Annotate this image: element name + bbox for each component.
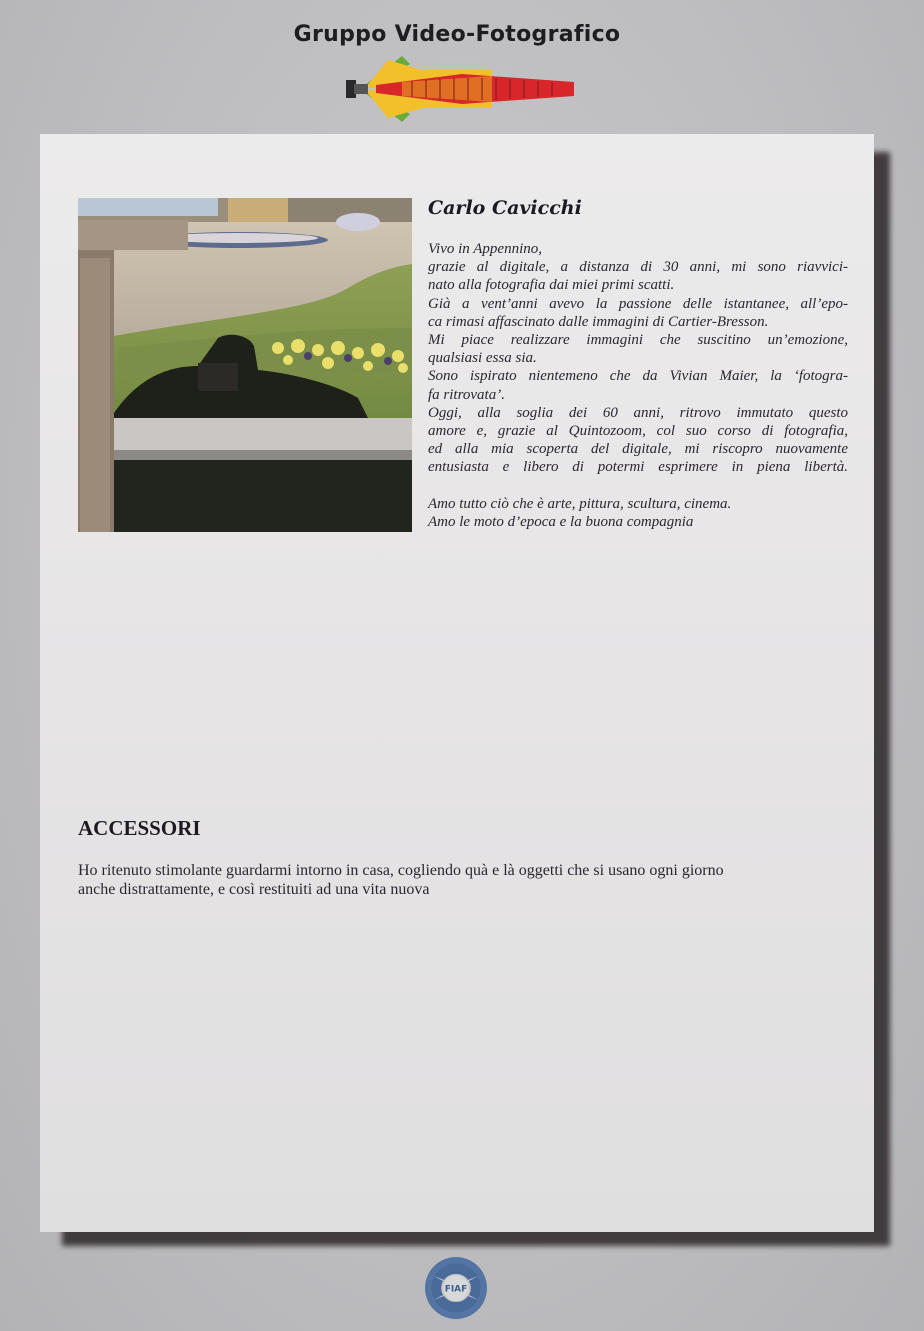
camera-zoom-logo (342, 54, 578, 124)
author-name: Carlo Cavicchi (428, 197, 582, 219)
section-line: anche distrattamente, e così restituiti ad una vita nuova (78, 881, 430, 898)
bio-card (40, 134, 874, 1232)
bio-line: amore e, grazie al Quintozoom, col suo corso di fotografia, (428, 423, 848, 440)
bio-spacer (428, 477, 848, 495)
section-title: ACCESSORI (78, 816, 201, 840)
bio-line: ed alla mia scoperta del digitale, mi riscopro nuovamente (428, 441, 848, 458)
section-line: Ho ritenuto stimolante guardarmi intorno in casa, cogliendo quà e là oggetti che si usano ogni giorno (78, 862, 724, 879)
bio-line: grazie al digitale, a distanza di 30 anni, mi sono riavvici- (428, 259, 848, 276)
bio-line: Vivo in Appennino, (428, 241, 543, 257)
bio-line: qualsiasi essa sia. (428, 350, 537, 367)
bio-line: Oggi, alla soglia dei 60 anni, ritrovo immutato questo (428, 404, 848, 421)
group-title: Gruppo Video-Fotografico (293, 22, 621, 47)
fiaf-label: FIAF (444, 1284, 468, 1295)
bio-line: ca rimasi affascinato dalle immagini di Cartier-Bresson. (428, 313, 769, 330)
bio-closing-line: Amo tutto ciò che è arte, pittura, scultura, cinema. (428, 495, 732, 512)
bio-line: fa ritrovata’. (428, 386, 505, 403)
bio-closing-line: Amo le moto d’epoca e la buona compagnia (428, 513, 694, 530)
author-self-portrait-photo (78, 198, 412, 532)
author-bio (428, 240, 848, 531)
section-description (78, 861, 858, 899)
bio-line: Già a vent’anni avevo la passione delle istantanee, all’epo- (428, 295, 848, 312)
bio-line: Mi piace realizzare immagini che suscitino un’emozione, (428, 332, 848, 349)
bio-line: entusiasta e libero di potermi esprimere in piena libertà. (428, 459, 848, 476)
bio-line: Sono ispirato nientemeno che da Vivian Maier, la ‘fotogra- (428, 368, 848, 385)
fiaf-logo (424, 1256, 488, 1320)
bio-line: nato alla fotografia dai miei primi scatti. (428, 277, 675, 294)
